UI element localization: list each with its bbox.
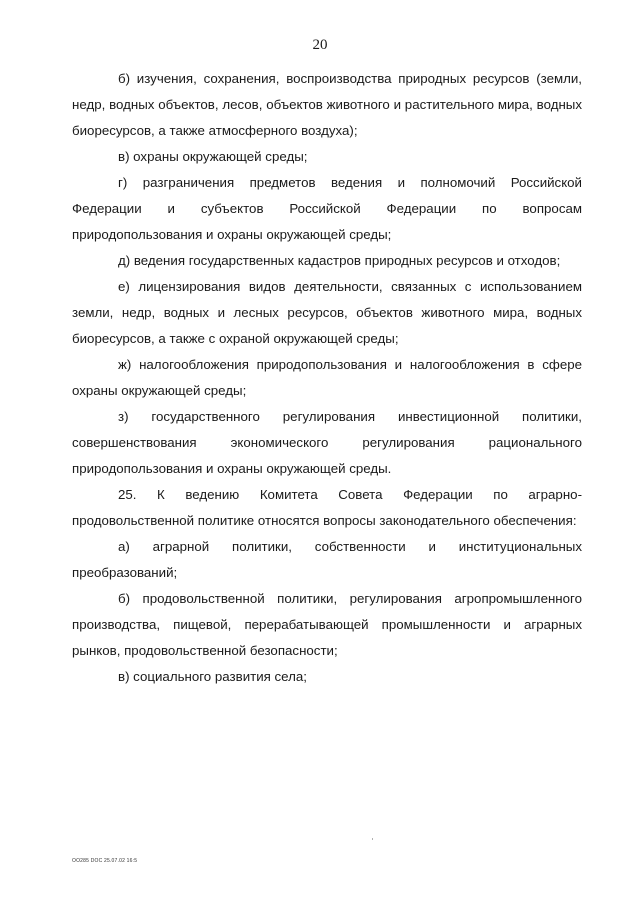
paragraph-item-e-licensing: е) лицензирования видов деятельности, связанных с использованием земли, недр, водных и лесных ресурсов, объектов животного мира, водных биоресурсов, а также с охраной окружающей среды;	[72, 279, 582, 346]
paragraph-item-z-investment: з) государственного регулирования инвестиционной политики, совершенствования экономического регулирования рационального природопользования и охраны окружающей среды.	[72, 409, 582, 476]
scan-mark	[372, 838, 373, 840]
paragraph-item-v-rural: в) социального развития села;	[118, 669, 307, 684]
paragraph-section-25: 25. К ведению Комитета Совета Федерации по аграрно-продовольственной политике относятся вопросы законодательного обеспечения:	[72, 487, 582, 528]
paragraph-item-v-environment: в) охраны окружающей среды;	[118, 149, 308, 164]
footer-document-code: OO285 DOC 25.07.02 16:5	[72, 858, 138, 864]
paragraph-item-d-cadastres: д) ведения государственных кадастров природных ресурсов и отходов;	[118, 253, 561, 268]
paragraph-item-b-food: б) продовольственной политики, регулирования агропромышленного производства, пищевой, перерабатывающей промышленности и аграрных рынков, продовольственной безопасности;	[72, 591, 582, 658]
paragraph-item-zh-taxation: ж) налогообложения природопользования и налогообложения в сфере охраны окружающей среды;	[72, 357, 582, 398]
paragraph-item-g-jurisdiction: г) разграничения предметов ведения и полномочий Российской Федерации и субъектов Российской Федерации по вопросам природопользования и охраны окружающей среды;	[72, 175, 582, 242]
document-body	[72, 66, 582, 690]
page-number: 20	[312, 37, 328, 53]
paragraph-item-a-agrarian: а) аграрной политики, собственности и институциональных преобразований;	[72, 539, 582, 580]
paragraph-item-b-natural-resources: б) изучения, сохранения, воспроизводства природных ресурсов (земли, недр, водных объектов, лесов, объектов животного и растительного мира, водных биоресурсов, а также атмосферного воздуха);	[72, 71, 582, 138]
